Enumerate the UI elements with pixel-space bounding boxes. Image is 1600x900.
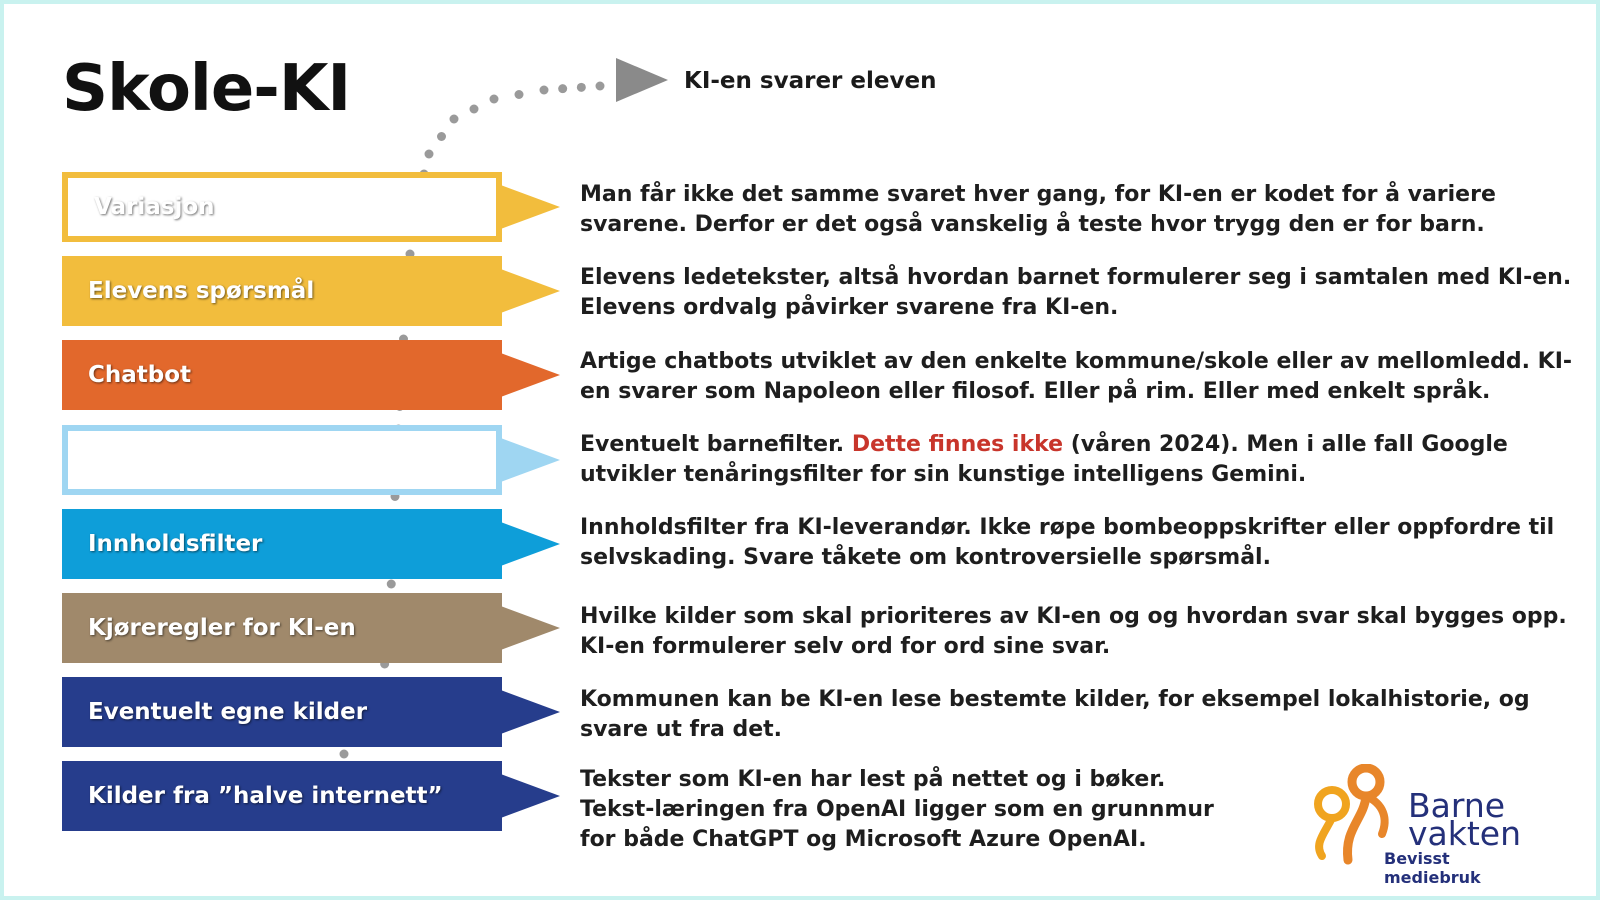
logo-name-line1: Barne: [1408, 786, 1506, 825]
description-egne-kilder: Kommunen kan be KI-en lese bestemte kilder, for eksempel lokalhistorie, og svare ut fra det.: [580, 687, 1530, 742]
flow-dot: [425, 150, 434, 159]
description-innholdsfilter: Innholdsfilter fra KI-leverandør. Ikke røpe bombeoppskrifter eller oppfordre til selvskading. Svare tåkete om kontroversielle spørsmål.: [580, 515, 1555, 570]
flow-dot: [470, 105, 479, 114]
layer-arrow-tip: [498, 352, 560, 398]
slide-canvas: [4, 4, 1596, 896]
layer-arrow-tip: [498, 521, 560, 567]
layer-arrow-tip: [498, 605, 560, 651]
description-highlight: Dette finnes ikke: [851, 432, 1064, 457]
layer-barnefilter: [62, 425, 502, 495]
layer-innholdsfilter: [62, 509, 502, 579]
flow-dot: [540, 86, 549, 95]
barnevakten-logo: [1304, 764, 1524, 887]
description-barnefilter: [580, 430, 1580, 490]
output-arrow-icon: [616, 58, 668, 102]
description-chatbot: Artige chatbots utviklet av den enkelte kommune/skole eller av mellomledd. KI-en svarer som Napoleon eller filosof. Eller på rim. Eller med enkelt språk.: [580, 349, 1573, 404]
description-text: Eventuelt barnefilter.: [580, 432, 852, 457]
output-label: KI-en svarer eleven: [684, 68, 937, 94]
description-halve-internett: Tekster som KI-en har lest på nettet og i bøker. Tekst-læringen fra OpenAI ligger som en grunnmur for både ChatGPT og Microsoft Azure OpenAI.: [580, 767, 1214, 852]
layer-arrow-tip: [498, 437, 560, 483]
flow-dot: [340, 750, 349, 759]
layer-kjoreregler: [62, 593, 502, 663]
description-variasjon: Man får ikke det samme svaret hver gang, for KI-en er kodet for å variere svarene. Derfor er det også vanskelig å teste hvor trygg den er for barn.: [580, 182, 1496, 237]
layer-chatbot: [62, 340, 502, 410]
flow-dot: [596, 82, 605, 91]
flow-dot: [437, 132, 446, 141]
description-elevens-sporsmal: Elevens ledetekster, altså hvordan barnet formulerer seg i samtalen med KI-en. Elevens ordvalg påvirker svarene fra KI-en.: [580, 265, 1572, 320]
logo-tagline: Bevisst mediebruk: [1384, 849, 1481, 887]
flow-dot: [490, 95, 499, 104]
layer-label: Chatbot: [88, 362, 192, 388]
layer-label: Eventuelt egne kilder: [88, 699, 368, 725]
description-text: (våren 2024). Men i alle fall Google utvikler tenåringsfilter for sin kunstige intelligens Gemini.: [580, 432, 1508, 487]
flow-dot: [577, 83, 586, 92]
layer-arrow-tip: [498, 184, 560, 230]
layer-egne-kilder: [62, 677, 502, 747]
flow-dot: [515, 90, 524, 99]
layer-label: Variasjon: [94, 194, 215, 220]
flow-dot: [450, 115, 459, 124]
slide-title: Skole-KI: [62, 52, 351, 126]
layer-arrow-tip: [498, 689, 560, 735]
flow-dot: [558, 84, 567, 93]
layer-halve-internett: [62, 761, 502, 831]
logo-name-line2: vakten: [1408, 814, 1522, 853]
layer-variasjon: [62, 172, 502, 242]
layer-elevens-sporsmal: [62, 256, 502, 326]
layer-label: Kjøreregler for KI-en: [88, 615, 356, 641]
flow-dot: [387, 580, 396, 589]
description-kjoreregler: Hvilke kilder som skal prioriteres av KI-en og og hvordan svar skal bygges opp. KI-en formulerer selv ord for ord sine svar.: [580, 604, 1567, 659]
layer-arrow-tip: [498, 268, 560, 314]
layer-label: Innholdsfilter: [88, 531, 263, 557]
layer-label: Elevens spørsmål: [88, 278, 315, 304]
layer-label: Kilder fra ”halve internett”: [88, 783, 443, 809]
layer-arrow-tip: [498, 773, 560, 819]
